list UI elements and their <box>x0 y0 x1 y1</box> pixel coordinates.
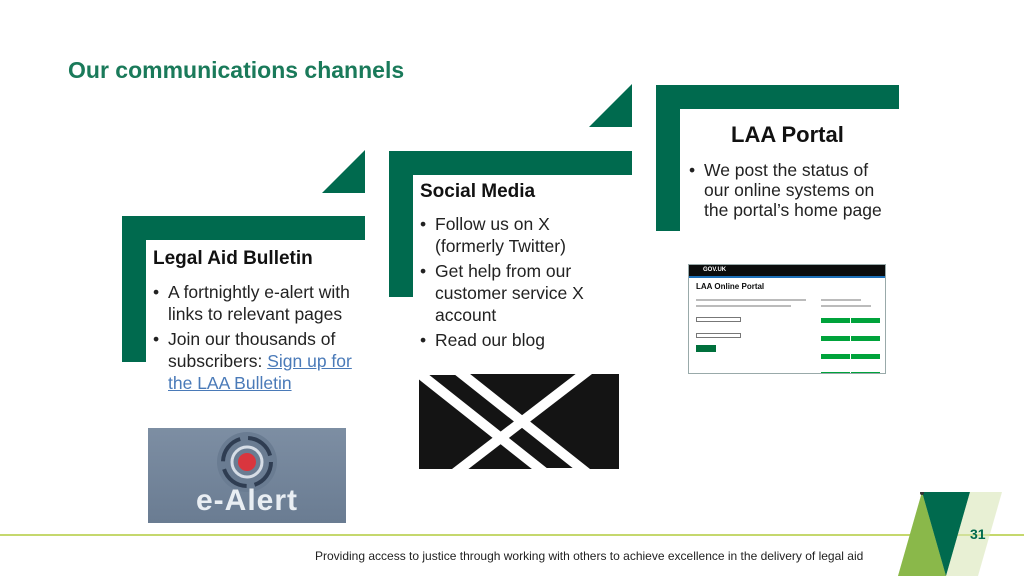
status-cell <box>851 354 880 359</box>
portal-screenshot <box>688 264 886 374</box>
portal-status-grid <box>821 311 883 374</box>
status-cell <box>851 336 880 341</box>
slide-title: Our communications channels <box>68 57 405 83</box>
x-logo-image <box>419 374 619 469</box>
social-bullet-3: • Read our blog <box>420 329 620 351</box>
bulletin-heading: Legal Aid Bulletin <box>153 248 313 269</box>
footer-divider <box>0 534 1024 536</box>
portal-password-input <box>696 333 741 338</box>
portal-sidebar <box>821 299 883 374</box>
bulletin-bullet-2 <box>153 328 363 394</box>
portal-heading: LAA Portal <box>731 122 844 147</box>
portal-gov-bar: GOV.UK <box>689 265 885 276</box>
portal-text-lines <box>696 299 816 311</box>
status-cell <box>821 372 850 374</box>
portal-line <box>821 305 871 307</box>
page-number: 31 <box>970 526 986 542</box>
status-cell <box>851 372 880 374</box>
portal-bracket-top <box>656 85 899 109</box>
status-cell <box>821 318 850 323</box>
social-bracket-side <box>389 151 413 297</box>
bulletin-corner-triangle <box>322 150 365 193</box>
social-bullet-2: • Get help from our customer service X account <box>420 260 620 326</box>
bulletin-bracket-top <box>122 216 365 240</box>
status-cell <box>821 354 850 359</box>
status-cell <box>851 318 880 323</box>
bulletin-bracket-side <box>122 216 146 362</box>
portal-username-input <box>696 317 741 322</box>
social-bullets <box>420 213 620 354</box>
x-logo-icon <box>419 374 619 469</box>
social-bracket-top <box>389 151 632 175</box>
social-bullet-1: • Follow us on X (formerly Twitter) <box>420 213 620 257</box>
bulletin-signup-link[interactable]: Sign up for the LAA Bulletin <box>168 351 352 393</box>
portal-title: LAA Online Portal <box>696 282 765 291</box>
social-corner-triangle <box>589 84 632 127</box>
status-cell <box>821 336 850 341</box>
portal-login-button <box>696 345 716 352</box>
portal-bullets <box>689 160 894 223</box>
footer-text: Providing access to justice through working with others to achieve excellence in the delivery of legal aid <box>315 549 864 563</box>
bulletin-bullets <box>153 281 363 397</box>
social-heading: Social Media <box>420 181 536 202</box>
ealert-image <box>148 428 346 523</box>
portal-line <box>696 299 806 301</box>
bulletin-bullet-1: • A fortnightly e-alert with links to relevant pages <box>153 281 363 325</box>
portal-bullet-1: • We post the status of our online systems on the portal’s home page <box>689 160 894 220</box>
ealert-label: e-Alert <box>195 484 299 517</box>
portal-line <box>821 299 861 301</box>
portal-bracket-side <box>656 85 680 231</box>
bulletin-bullet-2-text: Join our thousands of subscribers: <box>168 329 336 371</box>
portal-line <box>696 305 791 307</box>
